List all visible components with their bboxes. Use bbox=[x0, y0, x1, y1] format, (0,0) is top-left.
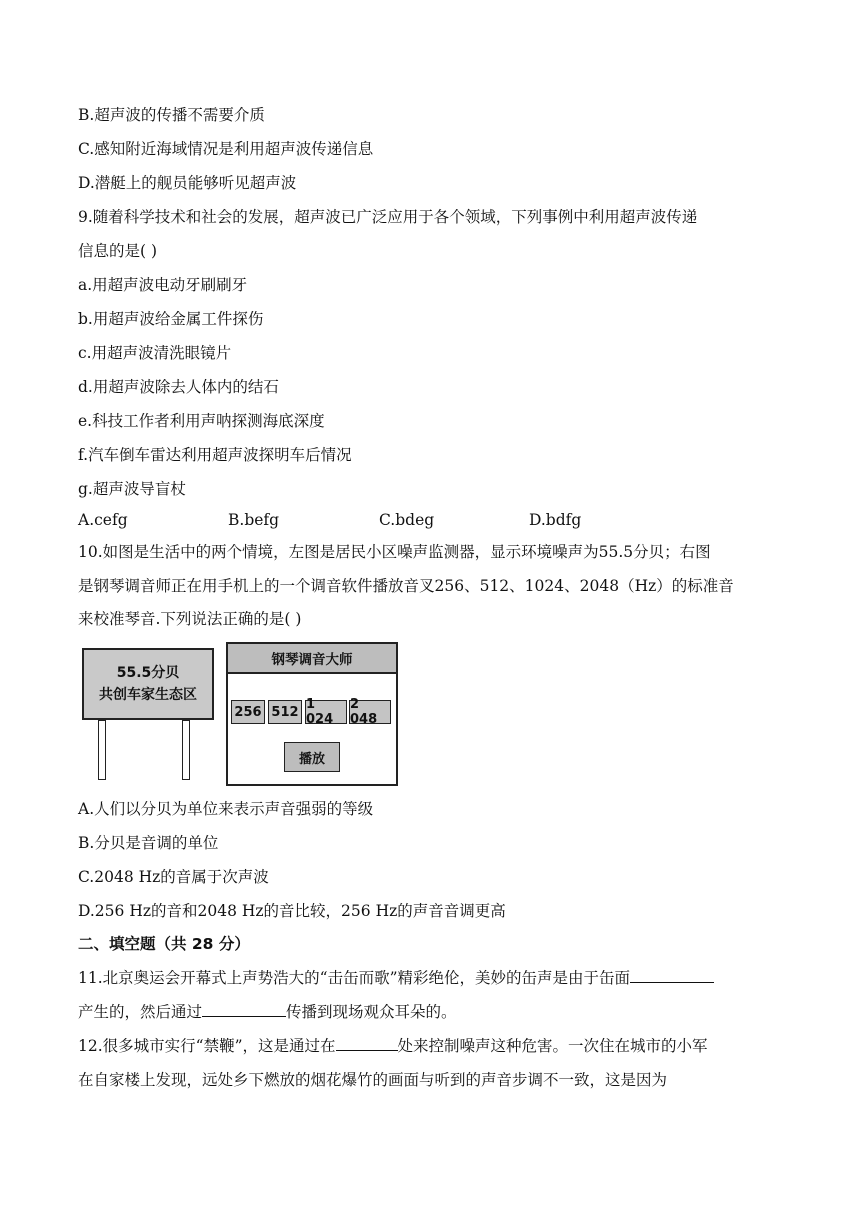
play-button: 播放 bbox=[284, 742, 340, 772]
q10-stem-line1: 10.如图是生活中的两个情境，左图是居民小区噪声监测器，显示环境噪声为55.5分贝；右图 bbox=[78, 543, 711, 561]
noise-sign-slogan: 共创车家生态区 bbox=[99, 687, 197, 703]
q8-option-d: D.潜艇上的舰员能够听见超声波 bbox=[78, 174, 297, 192]
q10-option-b: B.分贝是音调的单位 bbox=[78, 834, 219, 852]
q9-item-c: c.用超声波清洗眼镜片 bbox=[78, 344, 232, 362]
sign-post-left bbox=[98, 720, 106, 780]
q11-line2 bbox=[78, 1000, 457, 1024]
noise-sign-board bbox=[82, 648, 214, 720]
tone-key-512: 512 bbox=[268, 700, 302, 724]
tone-key-2048: 2 048 bbox=[349, 700, 391, 724]
q9-item-b: b.用超声波给金属工件探伤 bbox=[78, 310, 264, 328]
q11-blank-2 bbox=[202, 1000, 286, 1017]
app-title: 钢琴调音大师 bbox=[228, 644, 396, 674]
noise-monitor-figure bbox=[78, 644, 218, 782]
q11-blank-1 bbox=[630, 966, 714, 983]
q12-line2: 在自家楼上发现，远处乡下燃放的烟花爆竹的画面与听到的声音步调不一致，这是因为 bbox=[78, 1071, 668, 1089]
q12-line1 bbox=[78, 1034, 708, 1058]
q9-item-d: d.用超声波除去人体内的结石 bbox=[78, 378, 279, 396]
q10-stem-line2: 是钢琴调音师正在用手机上的一个调音软件播放音叉256、512、1024、2048（Hz）的标准音 bbox=[78, 577, 734, 595]
q9-stem-line1: 9.随着科学技术和社会的发展，超声波已广泛应用于各个领域，下列事例中利用超声波传递 bbox=[78, 208, 698, 226]
q12-text-2: 处来控制噪声这种危害。一次住在城市的小军 bbox=[397, 1037, 708, 1055]
q11-text-1: 11.北京奥运会开幕式上声势浩大的“击缶而歌”精彩绝伦，美妙的缶声是由于缶面 bbox=[78, 969, 631, 987]
q11-text-2: 产生的，然后通过 bbox=[78, 1003, 203, 1021]
q9-option-c: C.bdeg bbox=[379, 511, 435, 529]
q10-option-c: C.2048 Hz的音属于次声波 bbox=[78, 868, 269, 886]
q8-option-b: B.超声波的传播不需要介质 bbox=[78, 106, 265, 124]
q9-item-e: e.科技工作者利用声呐探测海底深度 bbox=[78, 412, 325, 430]
piano-tuner-app-figure bbox=[226, 642, 398, 786]
tone-key-256: 256 bbox=[231, 700, 265, 724]
q9-item-g: g.超声波导盲杖 bbox=[78, 480, 186, 498]
q9-item-f: f.汽车倒车雷达利用超声波探明车后情况 bbox=[78, 446, 352, 464]
sign-post-right bbox=[182, 720, 190, 780]
q12-blank-1 bbox=[336, 1034, 398, 1051]
q10-stem-line3: 来校准琴音.下列说法正确的是( ) bbox=[78, 610, 302, 628]
q8-option-c: C.感知附近海域情况是利用超声波传递信息 bbox=[78, 140, 374, 158]
noise-reading: 55.5分贝 bbox=[116, 665, 180, 681]
tone-key-1024: 1 024 bbox=[305, 700, 347, 724]
q9-stem-line2: 信息的是( ) bbox=[78, 242, 158, 260]
q9-option-a: A.cefg bbox=[78, 511, 128, 529]
q9-option-d: D.bdfg bbox=[529, 511, 582, 529]
q12-text-1: 12.很多城市实行“禁鞭”，这是通过在 bbox=[78, 1037, 336, 1055]
section-title-fill-in: 二、填空题（共 28 分） bbox=[78, 935, 250, 953]
q11-line1 bbox=[78, 966, 714, 990]
q11-text-3: 传播到现场观众耳朵的。 bbox=[286, 1003, 457, 1021]
q10-option-a: A.人们以分贝为单位来表示声音强弱的等级 bbox=[78, 800, 374, 818]
q9-option-b: B.befg bbox=[228, 511, 280, 529]
q9-item-a: a.用超声波电动牙刷刷牙 bbox=[78, 276, 248, 294]
q10-option-d: D.256 Hz的音和2048 Hz的音比较，256 Hz的声音音调更高 bbox=[78, 902, 506, 920]
